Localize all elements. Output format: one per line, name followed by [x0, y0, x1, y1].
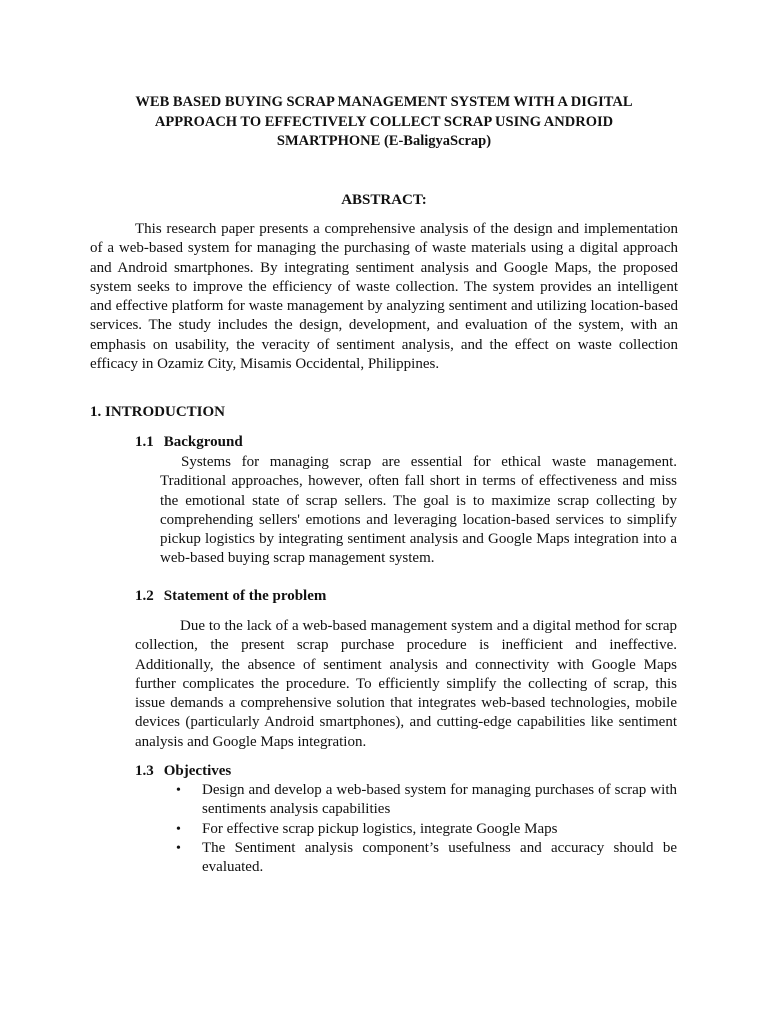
section-title: Statement of the problem	[163, 588, 327, 604]
problem-body: Due to the lack of a web-based management system and a digital method for scrap collection, the present scrap purchase procedure is inefficient and ineffective. Additionally, the absence of sentiment analysis and connectivity with Google Maps further complicates the procedure. To efficiently simplify the collecting of scrap, this issue demands a comprehensive solution that integrates web-based technologies, mobile devices (particularly Android smartphones), and cutting-edge capabilities like sentiment analysis and Google Maps integration.	[135, 618, 677, 750]
objective-text: Design and develop a web-based system for managing purchases of scrap with sentiments analysis capabilities	[202, 782, 677, 818]
section-title: Objectives	[163, 763, 232, 779]
introduction-heading: 1. INTRODUCTION	[90, 404, 226, 420]
list-item	[135, 839, 677, 878]
objectives-list	[135, 781, 677, 877]
background-body: Systems for managing scrap are essential for ethical waste management. Traditional approaches, however, often fall short in terms of effectiveness and miss the emotional state of scrap sellers. The goal is to maximize scrap collecting by comprehending sellers' emotions and leveraging location-based services to simplify pickup logistics by integrating sentiment analysis and Google Maps integration into a web-based buying scrap management system.	[160, 454, 677, 567]
section-number: 1.3	[135, 763, 154, 779]
problem-heading	[135, 587, 326, 606]
paper-title-line: APPROACH TO EFFECTIVELY COLLECT SCRAP USING ANDROID	[154, 113, 614, 130]
list-item	[135, 781, 677, 820]
bullet-icon: •	[176, 821, 181, 837]
section-number: 1.2	[135, 588, 154, 604]
paper-title-line: SMARTPHONE (E-BaligyaScrap)	[276, 133, 492, 149]
background-heading	[135, 433, 243, 452]
paper-title-line: WEB BASED BUYING SCRAP MANAGEMENT SYSTEM WITH A DIGITAL	[135, 94, 633, 110]
objectives-heading	[135, 762, 231, 781]
objective-text: The Sentiment analysis component’s usefulness and accuracy should be evaluated.	[202, 839, 677, 876]
abstract-body: This research paper presents a comprehensive analysis of the design and implementation of a web-based system for managing the purchasing of waste materials using a digital approach and Android smartphones. By integrating sentiment analysis and Google Maps, the proposed system seeks to improve the efficiency of waste collection. The system provides an intelligent and effective platform for waste management by analyzing sentiment and utilizing location-based services. The study includes the design, development, and evaluation of the system, with an emphasis on usability, the veracity of sentiment analysis, and the effect on waste collection efficacy in Ozamiz City, Misamis Occidental, Philippines.	[90, 221, 678, 373]
section-number: 1.1	[135, 434, 154, 450]
abstract-heading: ABSTRACT:	[341, 192, 427, 208]
section-title: Background	[163, 434, 243, 450]
objective-text: For effective scrap pickup logistics, integrate Google Maps	[202, 820, 558, 837]
bullet-icon: •	[176, 840, 181, 856]
bullet-icon: •	[176, 783, 181, 798]
list-item	[135, 820, 677, 839]
paper-title	[90, 93, 678, 152]
